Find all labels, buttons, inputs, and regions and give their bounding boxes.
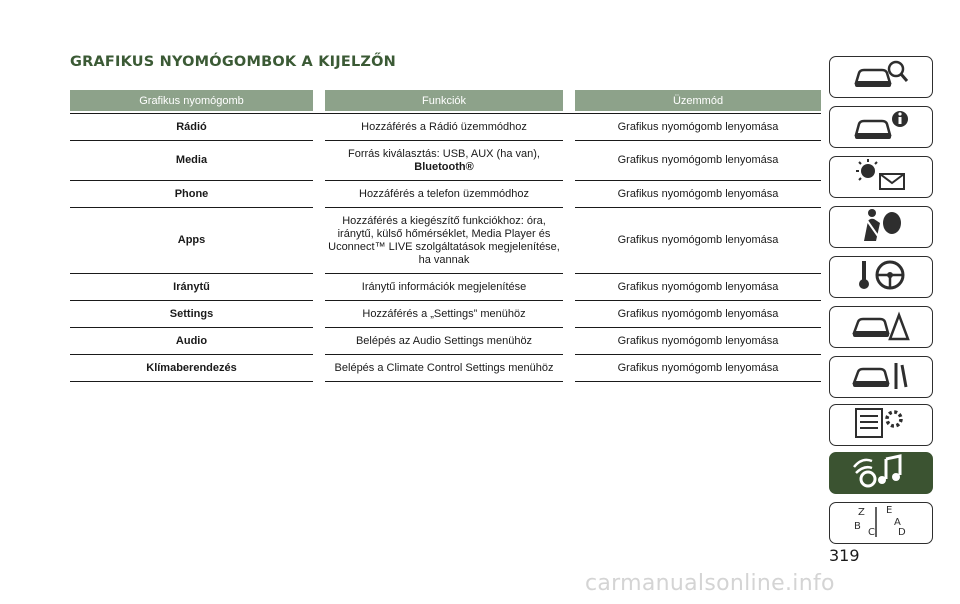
sidebar-tab-car-search[interactable]	[829, 56, 933, 98]
function-line: Hozzáférés a telefon üzemmódhoz	[359, 187, 529, 200]
multimedia-music-icon	[850, 453, 912, 494]
sidebar-tab-seatbelt-airbag[interactable]	[829, 206, 933, 248]
seatbelt-airbag-icon	[850, 207, 912, 248]
function-line: Hozzáférés a Rádió üzemmódhoz	[361, 120, 527, 133]
sidebar-tab-alphabetical-index[interactable]	[829, 502, 933, 544]
svg-text:E: E	[886, 504, 893, 516]
function-line: Hozzáférés a kiegészítő funkciókhoz: óra,	[342, 214, 546, 227]
table-row	[70, 141, 821, 181]
function-description	[325, 114, 563, 141]
page-number: 319	[829, 546, 860, 565]
function-description	[325, 328, 563, 355]
graphic-button-name: Klímaberendezés	[70, 355, 313, 382]
svg-text:C: C	[868, 526, 875, 538]
table-header-row	[70, 90, 821, 111]
sidebar-tab-specifications-gear[interactable]	[829, 404, 933, 446]
table-row	[70, 355, 821, 382]
function-line: Belépés az Audio Settings menühöz	[355, 334, 533, 347]
graphic-button-name: Phone	[70, 181, 313, 208]
graphic-button-name: Rádió	[70, 114, 313, 141]
header-mode: Üzemmód	[575, 90, 821, 111]
function-line: iránytű, külső hőmérséklet, Media Player és	[337, 227, 551, 240]
operating-mode: Grafikus nyomógomb lenyomása	[575, 355, 821, 382]
function-description	[325, 141, 563, 181]
function-description	[325, 355, 563, 382]
car-info-icon	[850, 107, 912, 148]
operating-mode: Grafikus nyomógomb lenyomása	[575, 114, 821, 141]
operating-mode: Grafikus nyomógomb lenyomása	[575, 274, 821, 301]
watermark: carmanualsonline.info	[585, 571, 835, 596]
table-row	[70, 328, 821, 355]
function-description	[325, 208, 563, 274]
graphic-button-name: Audio	[70, 328, 313, 355]
operating-mode: Grafikus nyomógomb lenyomása	[575, 328, 821, 355]
sidebar-tab-car-maintenance-wrench[interactable]	[829, 356, 933, 398]
graphic-button-name: Apps	[70, 208, 313, 274]
graphic-button-name: Settings	[70, 301, 313, 328]
car-breakdown-icon	[850, 307, 912, 348]
function-line: ha vannak	[418, 253, 470, 266]
function-line: Forrás kiválasztás: USB, AUX (ha van),	[348, 147, 540, 160]
operating-mode: Grafikus nyomógomb lenyomása	[575, 301, 821, 328]
operating-mode: Grafikus nyomógomb lenyomása	[575, 181, 821, 208]
specifications-gear-icon	[850, 405, 912, 446]
table-row	[70, 208, 821, 274]
sidebar-tab-car-info[interactable]	[829, 106, 933, 148]
car-maintenance-wrench-icon	[850, 357, 912, 398]
function-line: Belépés a Climate Control Settings menühöz	[334, 361, 554, 374]
graphic-button-name: Media	[70, 141, 313, 181]
operating-mode: Grafikus nyomógomb lenyomása	[575, 141, 821, 181]
sidebar-tab-warning-lights-message[interactable]	[829, 156, 933, 198]
svg-text:Z: Z	[858, 506, 865, 518]
table-row	[70, 301, 821, 328]
function-line: Bluetooth®	[414, 160, 474, 173]
graphic-button-name: Iránytű	[70, 274, 313, 301]
svg-text:D: D	[898, 526, 906, 538]
function-description	[325, 181, 563, 208]
car-search-icon	[850, 57, 912, 98]
warning-lights-message-icon	[850, 157, 912, 198]
table-row	[70, 114, 821, 141]
table-body	[70, 114, 821, 382]
function-description	[325, 274, 563, 301]
svg-text:B: B	[854, 520, 861, 532]
graphic-buttons-table	[70, 90, 821, 382]
sidebar-tab-multimedia-music[interactable]	[829, 452, 933, 494]
function-line: Hozzáférés a „Settings” menühöz	[362, 307, 526, 320]
sidebar-tab-key-steering-wheel[interactable]	[829, 256, 933, 298]
function-description	[325, 301, 563, 328]
key-steering-wheel-icon	[850, 257, 912, 298]
svg-text:A: A	[894, 516, 901, 528]
header-graphic-button: Grafikus nyomógomb	[70, 90, 313, 111]
alphabetical-index-icon	[850, 503, 912, 544]
table-row	[70, 274, 821, 301]
operating-mode: Grafikus nyomógomb lenyomása	[575, 208, 821, 274]
header-functions: Funkciók	[325, 90, 563, 111]
sidebar-tab-car-breakdown[interactable]	[829, 306, 933, 348]
table-row	[70, 181, 821, 208]
function-line: Uconnect™ LIVE szolgáltatások megjelenítése,	[328, 240, 560, 253]
function-line: Iránytű információk megjelenítése	[361, 280, 527, 293]
page-title: GRAFIKUS NYOMÓGOMBOK A KIJELZŐN	[70, 54, 396, 70]
